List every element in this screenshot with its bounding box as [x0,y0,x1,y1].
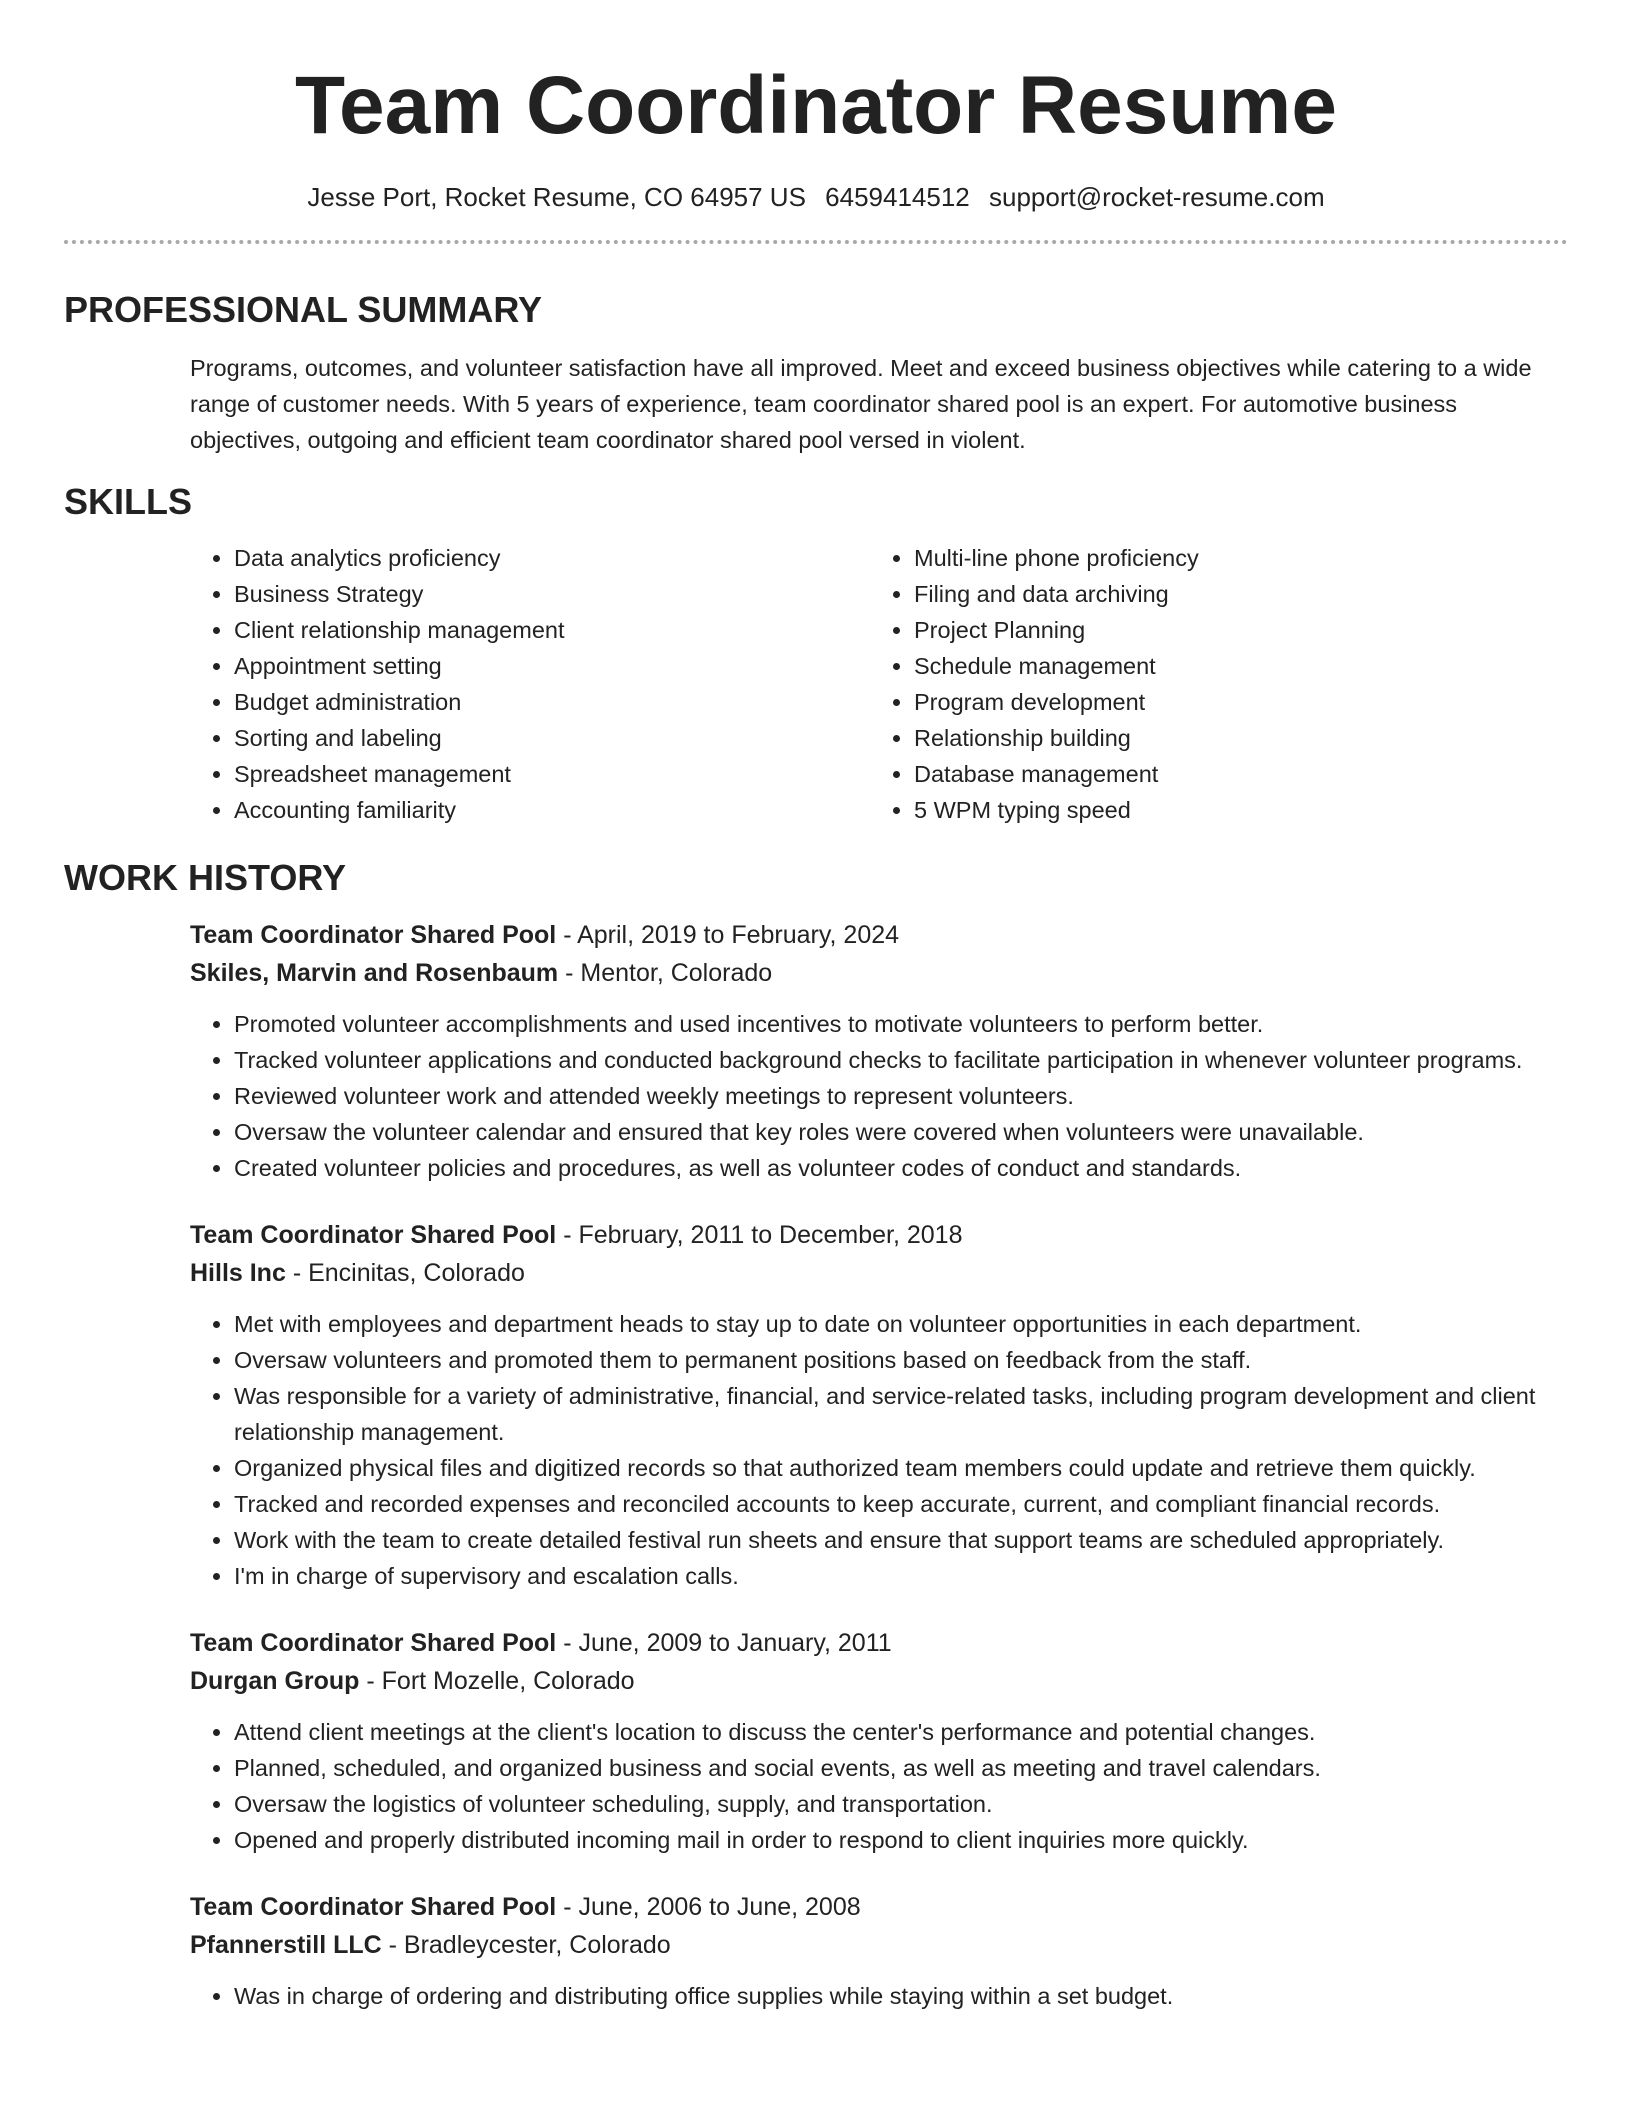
job-location: - Fort Mozelle, Colorado [359,1667,635,1695]
job-dates: - June, 2006 to June, 2008 [556,1893,861,1921]
job-bullet: • Oversaw the logistics of volunteer scheduling, supply, and transportation. [234,1786,1568,1822]
job-company: Durgan Group [190,1667,360,1695]
summary-text: Programs, outcomes, and volunteer satisfaction have all improved. Meet and exceed business objectives while catering to a wide range of customer needs. With 5 years of experience, team coordinator shared pool is an expert. For automotive business objectives, outgoing and efficient team coordinator shared pool versed in violent. [190,355,1532,453]
skills-left-column [190,540,870,828]
job-bullet: • Work with the team to create detailed festival run sheets and ensure that support teams are scheduled appropriately. [234,1522,1568,1558]
job-bullet: • Oversaw volunteers and promoted them to permanent positions based on feedback from the staff. [234,1342,1568,1378]
job-entry [190,1624,1568,1858]
skills-right-column [870,540,1550,828]
skill-item: • Database management [914,756,1550,792]
skill-item: • Schedule management [914,648,1550,684]
job-bullets [190,1306,1568,1594]
job-dates: - February, 2011 to December, 2018 [556,1221,963,1249]
job-bullet: • Tracked and recorded expenses and reconciled accounts to keep accurate, current, and compliant financial records. [234,1486,1568,1522]
job-title: Team Coordinator Shared Pool [190,921,557,949]
resume-title: Team Coordinator Resume [295,60,1337,151]
job-entry [190,916,1568,1186]
skill-item: • Business Strategy [234,576,870,612]
job-bullet: • Promoted volunteer accomplishments and used incentives to motivate volunteers to perform better. [234,1006,1568,1042]
job-company-line [190,954,1568,992]
skill-item: • Accounting familiarity [234,792,870,828]
skill-item: • Project Planning [914,612,1550,648]
job-company: Skiles, Marvin and Rosenbaum [190,959,559,987]
job-bullet: • Met with employees and department heads to stay up to date on volunteer opportunities in each department. [234,1306,1568,1342]
job-entry [190,1216,1568,1594]
skill-item: • Relationship building [914,720,1550,756]
job-title: Team Coordinator Shared Pool [190,1221,557,1249]
skill-item: • Client relationship management [234,612,870,648]
resume-page [64,0,1568,2014]
job-location: - Bradleycester, Colorado [381,1931,671,1959]
contact-line [64,180,1568,214]
job-bullet: • Opened and properly distributed incoming mail in order to respond to client inquiries more quickly. [234,1822,1568,1858]
header-divider [64,240,1568,244]
job-title-line [190,1888,1568,1926]
summary-block [190,350,1568,458]
contact-phone: 6459414512 [825,182,970,212]
skill-item: • Data analytics proficiency [234,540,870,576]
job-company: Pfannerstill LLC [190,1931,382,1959]
job-company-line [190,1254,1568,1292]
job-bullet: • Planned, scheduled, and organized business and social events, as well as meeting and travel calendars. [234,1750,1568,1786]
job-title-line [190,1216,1568,1254]
job-title: Team Coordinator Shared Pool [190,1629,557,1657]
skill-item: • Sorting and labeling [234,720,870,756]
job-dates: - April, 2019 to February, 2024 [556,921,900,949]
contact-email: support@rocket-resume.com [989,182,1325,212]
job-bullets [190,1714,1568,1858]
job-title: Team Coordinator Shared Pool [190,1893,557,1921]
job-bullet: • Was in charge of ordering and distributing office supplies while staying within a set budget. [234,1978,1568,2014]
job-bullets [190,1006,1568,1186]
work-heading: WORK HISTORY [64,857,347,898]
job-entry [190,1888,1568,2014]
job-bullet: • Attend client meetings at the client's location to discuss the center's performance and potential changes. [234,1714,1568,1750]
job-company: Hills Inc [190,1259,286,1287]
job-company-line [190,1662,1568,1700]
skill-item: • Budget administration [234,684,870,720]
skill-item: • Program development [914,684,1550,720]
job-bullet: • Reviewed volunteer work and attended weekly meetings to represent volunteers. [234,1078,1568,1114]
job-bullet: • Organized physical files and digitized records so that authorized team members could update and retrieve them quickly. [234,1450,1568,1486]
summary-heading: PROFESSIONAL SUMMARY [64,289,543,330]
skill-item: • 5 WPM typing speed [914,792,1550,828]
job-title-line [190,916,1568,954]
job-bullets [190,1978,1568,2014]
job-bullet: • Was responsible for a variety of administrative, financial, and service-related tasks, including program development and client relationship management. [234,1378,1568,1450]
job-company-line [190,1926,1568,1964]
job-bullet: • Tracked volunteer applications and conducted background checks to facilitate participation in whenever volunteer programs. [234,1042,1568,1078]
job-bullet: • Oversaw the volunteer calendar and ensured that key roles were covered when volunteers were unavailable. [234,1114,1568,1150]
job-location: - Mentor, Colorado [558,959,773,987]
job-bullet: • I'm in charge of supervisory and escalation calls. [234,1558,1568,1594]
job-location: - Encinitas, Colorado [285,1259,525,1287]
job-bullet: • Created volunteer policies and procedures, as well as volunteer codes of conduct and standards. [234,1150,1568,1186]
skill-item: • Appointment setting [234,648,870,684]
skill-item: • Filing and data archiving [914,576,1550,612]
skills-columns [190,540,1568,828]
contact-address: Jesse Port, Rocket Resume, CO 64957 US [307,182,806,212]
skills-heading: SKILLS [64,481,193,522]
skill-item: • Multi-line phone proficiency [914,540,1550,576]
job-dates: - June, 2009 to January, 2011 [556,1629,892,1657]
skill-item: • Spreadsheet management [234,756,870,792]
job-title-line [190,1624,1568,1662]
